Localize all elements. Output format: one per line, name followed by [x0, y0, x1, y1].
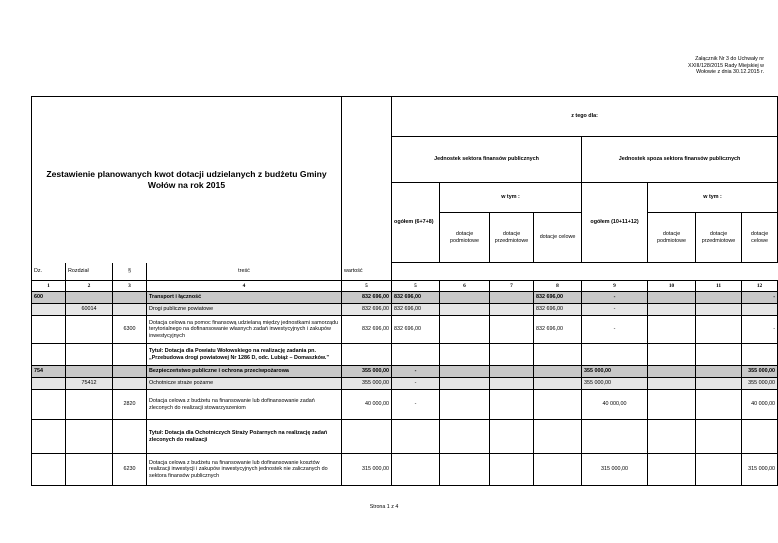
header-dz: Dz.	[32, 263, 66, 281]
cell-par	[113, 378, 147, 390]
col-number: 8	[534, 281, 582, 292]
cell-c8: 832 696,00	[534, 304, 582, 316]
cell-tresc: Bezpieczeństwo publiczne i ochrona przeciwpożarowa	[147, 366, 342, 378]
cell-dz	[32, 304, 66, 316]
cell-c8	[534, 378, 582, 390]
cell-c5: -	[392, 378, 440, 390]
header-przedmiotowe-2: dotacje przedmiotowe	[696, 213, 742, 263]
empty-cell	[113, 344, 147, 366]
cell-c9: 355 000,00	[582, 378, 648, 390]
col-number: 6	[440, 281, 490, 292]
empty-cell	[742, 344, 778, 366]
cell-c6	[440, 292, 490, 304]
cell-c9: -	[582, 304, 648, 316]
empty-cell	[392, 420, 440, 454]
cell-c11	[696, 292, 742, 304]
cell-c9: 355 000,00	[582, 366, 648, 378]
cell-rozdzial: 75412	[66, 378, 113, 390]
cell-c7	[490, 390, 534, 420]
cell-rozdzial	[66, 454, 113, 486]
table-row	[32, 366, 778, 378]
header-spoza: Jednostek spoza sektora finansów publicznych	[582, 137, 778, 183]
empty-cell	[648, 344, 696, 366]
header-rozdzial: Rozdział	[66, 263, 113, 281]
cell-c9: -	[582, 292, 648, 304]
cell-tresc: Transport i łączność	[147, 292, 342, 304]
cell-c5: -	[392, 390, 440, 420]
header-tresc: treść	[147, 263, 342, 281]
cell-par: 6230	[113, 454, 147, 486]
table-title: Zestawienie planowanych kwot dotacji udzielanych z budżetu Gminy Wołów na rok 2015	[32, 97, 342, 263]
empty-cell	[342, 420, 392, 454]
cell-c10	[648, 366, 696, 378]
cell-c12: 355 000,00	[742, 378, 778, 390]
cell-par	[113, 304, 147, 316]
table-row	[32, 316, 778, 344]
annotation-line: Załącznik Nr 3 do Uchwały nr	[695, 56, 764, 62]
col-number: 2	[66, 281, 113, 292]
header-podmiotowe: dotacje podmiotowe	[440, 213, 490, 263]
cell-c11	[696, 390, 742, 420]
table-row	[32, 344, 778, 366]
cell-c11	[696, 366, 742, 378]
annotation	[634, 56, 764, 76]
empty-cell	[66, 344, 113, 366]
cell-rozdzial: 60014	[66, 304, 113, 316]
empty-cell	[534, 420, 582, 454]
cell-dz	[32, 454, 66, 486]
cell-wartosc: 315 000,00	[342, 454, 392, 486]
cell-tresc: Dotacja celowa z budżetu na finansowanie lub dofinansowanie kosztów realizacji inwestycji i zakupów inwestycyjnych jednostek nie zaliczanych do sektora finansów publicznych	[147, 454, 342, 486]
empty-cell	[342, 344, 392, 366]
cell-c10	[648, 454, 696, 486]
header-ogolem-2: ogółem (10+11+12)	[582, 183, 648, 263]
cell-tytul: Tytuł: Dotacja dla Powiatu Wołowskiego na realizację zadania pn. „Przebudowa drogi powiatowej Nr 1286 D, odc. Lubiąż – Domaszków.”	[147, 344, 342, 366]
empty-cell	[534, 344, 582, 366]
table-row	[32, 420, 778, 454]
empty-cell	[490, 344, 534, 366]
col-number: 10	[648, 281, 696, 292]
col-number: 5	[392, 281, 440, 292]
cell-c7	[490, 292, 534, 304]
col-number: 4	[147, 281, 342, 292]
col-number: 12	[742, 281, 778, 292]
header-wartosc: wartość	[342, 263, 392, 281]
cell-c10	[648, 378, 696, 390]
cell-c7	[490, 454, 534, 486]
table-row	[32, 454, 778, 486]
cell-wartosc: 355 000,00	[342, 378, 392, 390]
cell-c6	[440, 390, 490, 420]
cell-c11	[696, 304, 742, 316]
empty-cell	[696, 420, 742, 454]
cell-c8: 832 696,00	[534, 292, 582, 304]
empty-cell	[32, 420, 66, 454]
cell-c5: 832 696,00	[392, 292, 440, 304]
cell-c6	[440, 304, 490, 316]
cell-c5: 832 696,00	[392, 304, 440, 316]
header-paragraf: §	[113, 263, 147, 281]
cell-dz	[32, 378, 66, 390]
cell-rozdzial	[66, 366, 113, 378]
cell-c12: 355 000,00	[742, 366, 778, 378]
col-number: 9	[582, 281, 648, 292]
table-row	[32, 378, 778, 390]
cell-c12: 315 000,00	[742, 454, 778, 486]
empty-cell	[113, 420, 147, 454]
cell-c6	[440, 378, 490, 390]
annotation-line: Wołowie z dnia 30.12.2015 r.	[696, 69, 764, 76]
cell-c7	[490, 304, 534, 316]
empty-cell	[696, 344, 742, 366]
table-row	[32, 292, 778, 304]
cell-c8	[534, 390, 582, 420]
col-number: 3	[113, 281, 147, 292]
cell-par	[113, 292, 147, 304]
cell-tresc: Drogi publiczne powiatowe	[147, 304, 342, 316]
table-row	[32, 304, 778, 316]
cell-rozdzial	[66, 390, 113, 420]
cell-c9: -	[582, 316, 648, 344]
cell-c8: 832 696,00	[534, 316, 582, 344]
cell-dz: 754	[32, 366, 66, 378]
cell-c5: 832 696,00	[392, 316, 440, 344]
cell-rozdzial	[66, 292, 113, 304]
empty-cell	[32, 344, 66, 366]
cell-c12: 40 000,00	[742, 390, 778, 420]
empty-cell	[440, 344, 490, 366]
cell-c6	[440, 366, 490, 378]
empty-cell	[66, 420, 113, 454]
cell-c8	[534, 366, 582, 378]
cell-c11	[696, 378, 742, 390]
cell-wartosc: 832 696,00	[342, 292, 392, 304]
dotacje-table	[31, 96, 778, 486]
blank-cell	[342, 97, 392, 263]
annotation-line: XXIII/128/2015 Rady Miejskiej w	[688, 62, 764, 69]
cell-c10	[648, 316, 696, 344]
cell-tytul: Tytuł: Dotacja dla Ochotniczych Straży Pożarnych na realizację zadań zleconych do realizacji	[147, 420, 342, 454]
header-sektor: Jednostek sektora finansów publicznych	[392, 137, 582, 183]
cell-c5	[392, 454, 440, 486]
cell-c10	[648, 390, 696, 420]
empty-cell	[742, 420, 778, 454]
cell-c9: 40 000,00	[582, 390, 648, 420]
header-ogolem-1: ogółem (6+7+8)	[392, 183, 440, 263]
cell-dz	[32, 390, 66, 420]
empty-cell	[490, 420, 534, 454]
cell-par: 6300	[113, 316, 147, 344]
col-number: 5	[342, 281, 392, 292]
cell-c7	[490, 378, 534, 390]
cell-dz	[32, 316, 66, 344]
cell-par	[113, 366, 147, 378]
cell-c12: -	[742, 292, 778, 304]
cell-c6	[440, 316, 490, 344]
cell-c8	[534, 454, 582, 486]
header-z-tego-dla: z tego dla:	[392, 97, 778, 137]
col-number: 7	[490, 281, 534, 292]
empty-cell	[440, 420, 490, 454]
cell-c5: -	[392, 366, 440, 378]
header-w-tym-1: w tym :	[440, 183, 582, 213]
cell-c10	[648, 304, 696, 316]
cell-c12: -	[742, 316, 778, 344]
cell-wartosc: 832 696,00	[342, 316, 392, 344]
empty-cell	[392, 344, 440, 366]
header-celowe: dotacje celowe	[534, 213, 582, 263]
cell-rozdzial	[66, 316, 113, 344]
page-footer: Strona 1 z 4	[369, 504, 399, 510]
cell-c7	[490, 366, 534, 378]
cell-c10	[648, 292, 696, 304]
cell-c7	[490, 316, 534, 344]
cell-par: 2820	[113, 390, 147, 420]
cell-wartosc: 832 696,00	[342, 304, 392, 316]
empty-cell	[582, 344, 648, 366]
col-number: 11	[696, 281, 742, 292]
empty-cell	[648, 420, 696, 454]
col-number: 1	[32, 281, 66, 292]
cell-wartosc: 40 000,00	[342, 390, 392, 420]
cell-dz: 600	[32, 292, 66, 304]
header-przedmiotowe: dotacje przedmiotowe	[490, 213, 534, 263]
header-w-tym-2: w tym :	[648, 183, 778, 213]
cell-c9: 315 000,00	[582, 454, 648, 486]
header-podmiotowe-2: dotacje podmiotowe	[648, 213, 696, 263]
cell-c6	[440, 454, 490, 486]
cell-tresc: Ochotnicze straże pożarne	[147, 378, 342, 390]
empty-cell	[582, 420, 648, 454]
cell-c11	[696, 454, 742, 486]
cell-wartosc: 355 000,00	[342, 366, 392, 378]
header-celowe-2: dotacje celowe	[742, 213, 778, 263]
table-row	[32, 390, 778, 420]
cell-c11	[696, 316, 742, 344]
cell-tresc: Dotacja celowa z budżetu na finansowanie lub dofinansowanie zadań zleconych do realizacji stowarzyszeniom	[147, 390, 342, 420]
cell-c12	[742, 304, 778, 316]
cell-tresc: Dotacja celowa na pomoc finansową udzielaną między jednostkami samorządu terytorialnego na dofinansowanie własnych zadań inwestycyjnych i zakupów inwestycyjnych	[147, 316, 342, 344]
